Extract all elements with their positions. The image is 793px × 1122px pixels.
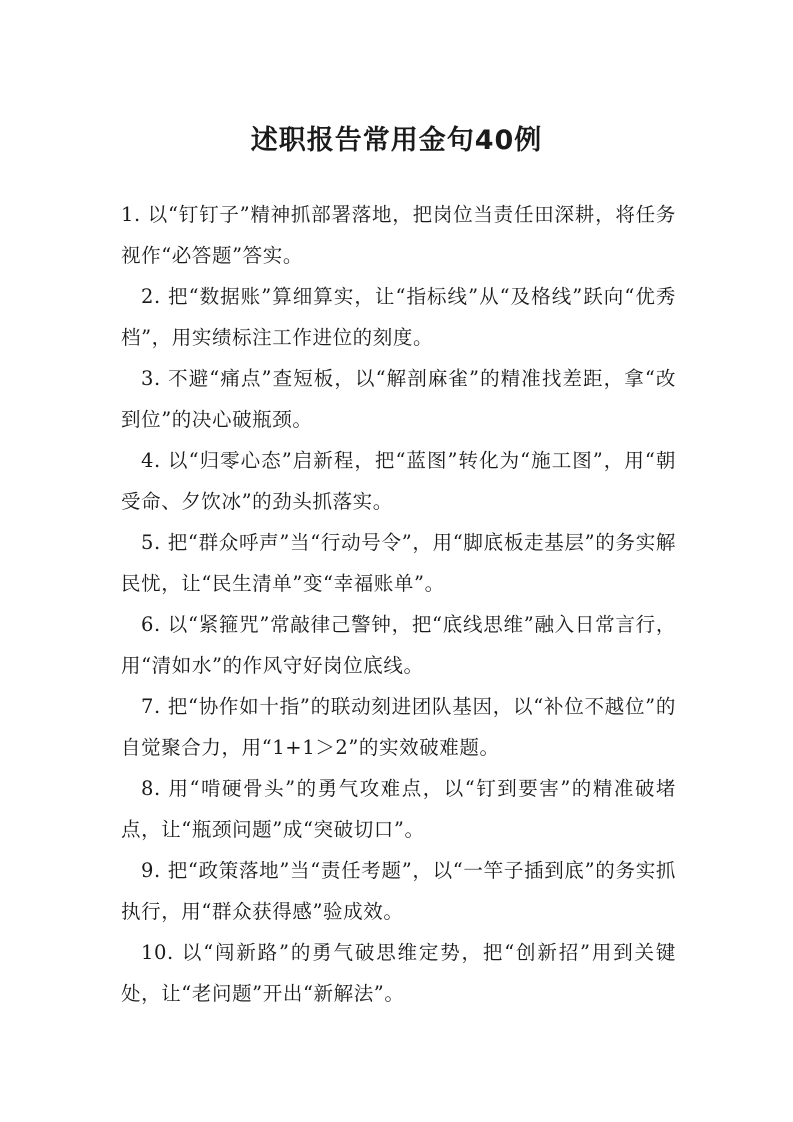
list-item: 7. 把“协作如十指”的联动刻进团队基因，以“补位不越位”的自觉聚合力，用“1+1＞2”的实效破难题。 — [121, 695, 676, 759]
list-item: 2. 把“数据账”算细算实，让“指标线”从“及格线”跃向“优秀档”，用实绩标注工作进位的刻度。 — [121, 285, 676, 349]
document-title: 述职报告常用金句40例 — [250, 125, 543, 156]
list-item: 10. 以“闯新路”的勇气破思维定势，把“创新招”用到关键处，让“老问题”开出“新解法”。 — [121, 941, 676, 1005]
list-item: 3. 不避“痛点”查短板，以“解剖麻雀”的精准找差距，拿“改到位”的决心破瓶颈。 — [121, 367, 676, 431]
list-item: 4. 以“归零心态”启新程，把“蓝图”转化为“施工图”，用“朝受命、夕饮冰”的劲头抓落实。 — [121, 449, 676, 513]
list-item: 5. 把“群众呼声”当“行动号令”，用“脚底板走基层”的务实解民忧，让“民生清单”变“幸福账单”。 — [121, 531, 676, 595]
list-item: 8. 用“啃硬骨头”的勇气攻难点，以“钉到要害”的精准破堵点，让“瓶颈问题”成“突破切口”。 — [121, 777, 676, 841]
list-item: 6. 以“紧箍咒”常敲律己警钟，把“底线思维”融入日常言行，用“清如水”的作风守好岗位底线。 — [121, 613, 676, 677]
document-body — [121, 194, 676, 1014]
list-item: 1. 以“钉钉子”精神抓部署落地，把岗位当责任田深耕，将任务视作“必答题”答实。 — [121, 203, 676, 267]
list-item: 9. 把“政策落地”当“责任考题”，以“一竿子插到底”的务实抓执行，用“群众获得感”验成效。 — [121, 859, 676, 923]
